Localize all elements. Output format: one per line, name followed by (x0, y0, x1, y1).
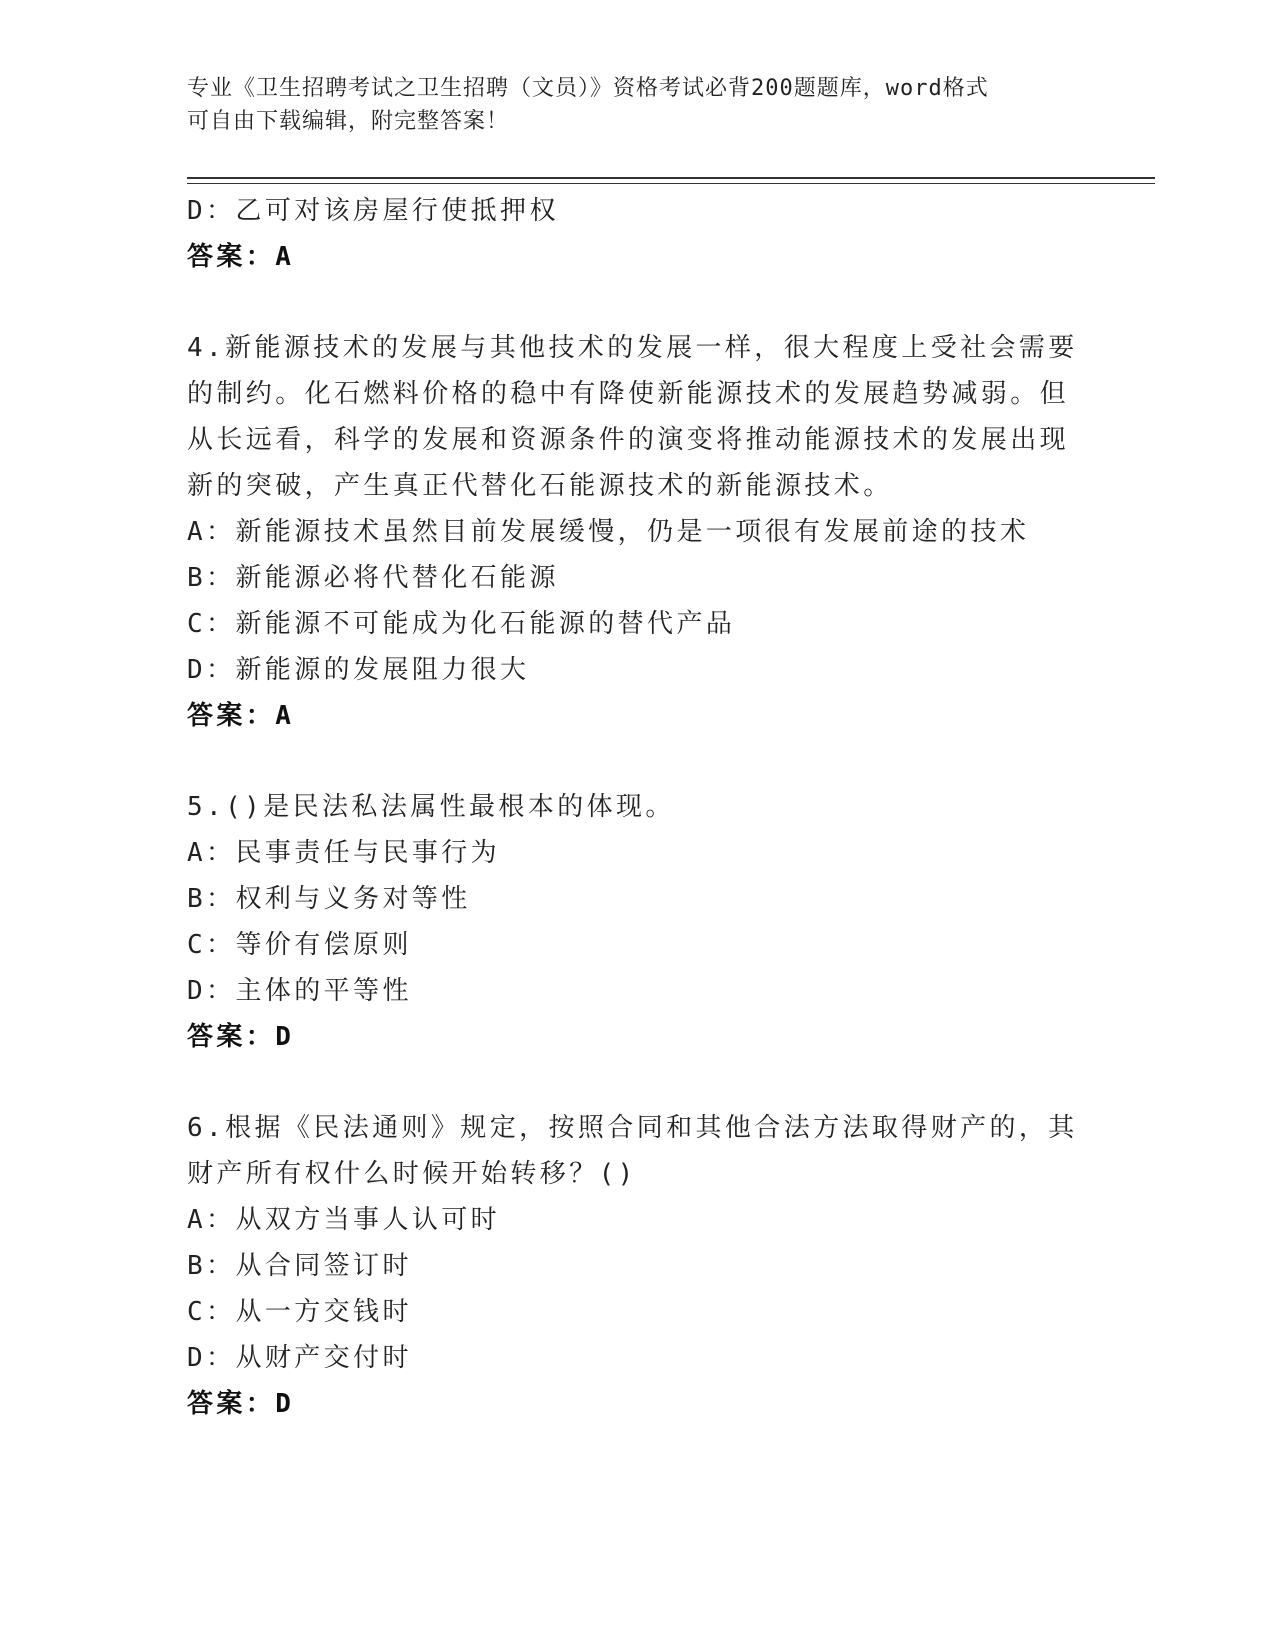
question-4 (187, 325, 1087, 739)
option-d: D：新能源的发展阻力很大 (187, 655, 530, 685)
question-stem-line: 6.根据《民法通则》规定，按照合同和其他合法方法取得财产的，其 (187, 1113, 1078, 1143)
option-a: A：从双方当事人认可时 (187, 1205, 501, 1235)
answer: 答案：A (187, 701, 295, 731)
option-b: B：新能源必将代替化石能源 (187, 563, 559, 593)
option-a: A：民事责任与民事行为 (187, 838, 501, 868)
header-rule-thick (187, 177, 1155, 179)
document-header (187, 72, 1067, 138)
answer: 答案：A (187, 242, 295, 272)
question-5 (187, 784, 1087, 1060)
option-b: B：从合同签订时 (187, 1251, 412, 1281)
option-c: C：等价有偿原则 (187, 930, 412, 960)
option-c: C：从一方交钱时 (187, 1297, 412, 1327)
option-a: A：新能源技术虽然目前发展缓慢，仍是一项很有发展前途的技术 (187, 517, 1030, 547)
option-d: D：从财产交付时 (187, 1343, 412, 1373)
option-d: D：乙可对该房屋行使抵押权 (187, 196, 559, 226)
option-c: C：新能源不可能成为化石能源的替代产品 (187, 609, 736, 639)
header-rule-thin (187, 183, 1155, 184)
question-stem-line: 4.新能源技术的发展与其他技术的发展一样，很大程度上受社会需要 (187, 333, 1078, 363)
answer: 答案：D (187, 1389, 295, 1419)
answer: 答案：D (187, 1022, 295, 1052)
header-line-2: 可自由下载编辑，附完整答案！ (187, 109, 510, 134)
question-stem-line: 5.()是民法私法属性最根本的体现。 (187, 792, 675, 822)
option-b: B：权利与义务对等性 (187, 884, 471, 914)
question-stem-line: 财产所有权什么时候开始转移？() (187, 1159, 637, 1189)
document-body (187, 188, 1087, 1427)
question-stem-line: 的制约。化石燃料价格的稳中有降使新能源技术的发展趋势减弱。但 (187, 379, 1070, 409)
question-stem-line: 新的突破，产生真正代替化石能源技术的新能源技术。 (187, 471, 893, 501)
question-3-tail (187, 188, 1087, 280)
question-stem-line: 从长远看，科学的发展和资源条件的演变将推动能源技术的发展出现 (187, 425, 1070, 455)
question-6 (187, 1105, 1087, 1427)
option-d: D：主体的平等性 (187, 976, 412, 1006)
header-line-1: 专业《卫生招聘考试之卫生招聘（文员）》资格考试必背200题题库，word格式 (187, 76, 989, 101)
